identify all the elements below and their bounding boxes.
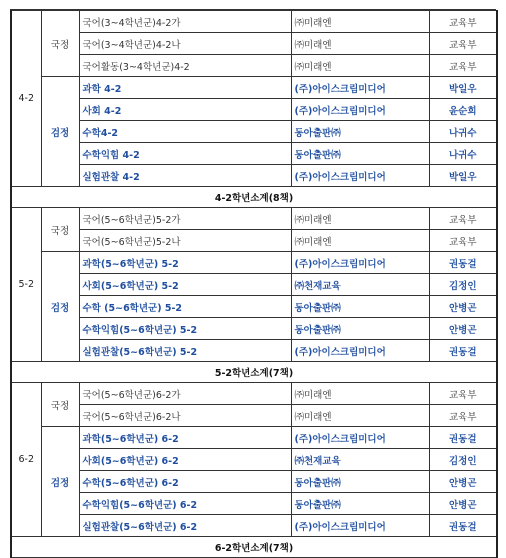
table-row [11, 427, 497, 449]
publisher-cell: 동아출판㈜ [291, 121, 429, 143]
title-cell: 수학익힘(5~6학년군) 6-2 [79, 493, 291, 515]
title-cell: 국어(3~4학년군)4-2나 [79, 33, 291, 55]
publisher-cell: ㈜미래엔 [291, 405, 429, 427]
title-cell: 사회 4-2 [79, 99, 291, 121]
table-row [11, 11, 497, 33]
table-row [11, 230, 497, 252]
publisher-cell: (주)아이스크림미디어 [291, 165, 429, 187]
book-type-cell: 국정 [41, 11, 79, 77]
subtotal-row [11, 187, 497, 208]
title-cell: 사회(5~6학년군) 5-2 [79, 274, 291, 296]
subtotal-label: 4-2학년소계(8책) [11, 187, 497, 208]
table-row [11, 55, 497, 77]
title-cell: 실험관찰(5~6학년군) 5-2 [79, 340, 291, 362]
publisher-cell: 동아출판㈜ [291, 296, 429, 318]
publisher-cell: 동아출판㈜ [291, 471, 429, 493]
title-cell: 과학 4-2 [79, 77, 291, 99]
table-row [11, 318, 497, 340]
table-row [11, 471, 497, 493]
title-cell: 국어(5~6학년군)6-2나 [79, 405, 291, 427]
book-type-cell: 검정 [41, 252, 79, 362]
book-type-cell: 국정 [41, 383, 79, 427]
author-cell: 안병곤 [429, 296, 497, 318]
textbook-table [10, 10, 498, 558]
author-cell: 교육부 [429, 230, 497, 252]
publisher-cell: ㈜미래엔 [291, 33, 429, 55]
book-type-cell: 검정 [41, 427, 79, 537]
author-cell: 권동걸 [429, 515, 497, 537]
table-row [11, 340, 497, 362]
author-cell: 안병곤 [429, 471, 497, 493]
title-cell: 국어활동(3~4학년군)4-2 [79, 55, 291, 77]
title-cell: 수학익힘 4-2 [79, 143, 291, 165]
author-cell: 권동걸 [429, 427, 497, 449]
book-type-cell: 국정 [41, 208, 79, 252]
author-cell: 권동걸 [429, 252, 497, 274]
title-cell: 수학익힘(5~6학년군) 5-2 [79, 318, 291, 340]
author-cell: 안병곤 [429, 493, 497, 515]
table-row [11, 252, 497, 274]
author-cell: 김정인 [429, 274, 497, 296]
table-row [11, 296, 497, 318]
table-row [11, 165, 497, 187]
table-row [11, 143, 497, 165]
publisher-cell: ㈜천재교육 [291, 449, 429, 471]
author-cell: 교육부 [429, 208, 497, 230]
title-cell: 실험관찰 4-2 [79, 165, 291, 187]
table-row [11, 383, 497, 405]
publisher-cell: (주)아이스크림미디어 [291, 99, 429, 121]
table-row [11, 77, 497, 99]
publisher-cell: ㈜미래엔 [291, 383, 429, 405]
publisher-cell: (주)아이스크림미디어 [291, 252, 429, 274]
table-row [11, 121, 497, 143]
publisher-cell: (주)아이스크림미디어 [291, 427, 429, 449]
title-cell: 수학4-2 [79, 121, 291, 143]
grade-cell: 6-2 [11, 383, 41, 537]
author-cell: 나귀수 [429, 143, 497, 165]
author-cell: 교육부 [429, 405, 497, 427]
author-cell: 김정인 [429, 449, 497, 471]
table-row [11, 405, 497, 427]
table-body [11, 11, 497, 558]
publisher-cell: (주)아이스크림미디어 [291, 515, 429, 537]
title-cell: 국어(5~6학년군)5-2나 [79, 230, 291, 252]
title-cell: 사회(5~6학년군) 6-2 [79, 449, 291, 471]
author-cell: 윤순희 [429, 99, 497, 121]
author-cell: 나귀수 [429, 121, 497, 143]
author-cell: 박일우 [429, 165, 497, 187]
title-cell: 수학 (5~6학년군) 5-2 [79, 296, 291, 318]
table-row [11, 208, 497, 230]
title-cell: 국어(5~6학년군)5-2가 [79, 208, 291, 230]
subtotal-row [11, 362, 497, 383]
title-cell: 과학(5~6학년군) 6-2 [79, 427, 291, 449]
subtotal-label: 6-2학년소계(7책) [11, 537, 497, 558]
grade-cell: 5-2 [11, 208, 41, 362]
author-cell: 박일우 [429, 77, 497, 99]
publisher-cell: 동아출판㈜ [291, 143, 429, 165]
table-row [11, 449, 497, 471]
table-row [11, 99, 497, 121]
author-cell: 교육부 [429, 11, 497, 33]
publisher-cell: ㈜미래엔 [291, 230, 429, 252]
author-cell: 안병곤 [429, 318, 497, 340]
publisher-cell: ㈜미래엔 [291, 55, 429, 77]
subtotal-label: 5-2학년소계(7책) [11, 362, 497, 383]
title-cell: 국어(5~6학년군)6-2가 [79, 383, 291, 405]
title-cell: 실험관찰(5~6학년군) 6-2 [79, 515, 291, 537]
publisher-cell: (주)아이스크림미디어 [291, 340, 429, 362]
author-cell: 교육부 [429, 383, 497, 405]
author-cell: 교육부 [429, 55, 497, 77]
table-row [11, 33, 497, 55]
table-row [11, 493, 497, 515]
table-row [11, 274, 497, 296]
title-cell: 국어(3~4학년군)4-2가 [79, 11, 291, 33]
publisher-cell: ㈜미래엔 [291, 208, 429, 230]
publisher-cell: 동아출판㈜ [291, 318, 429, 340]
book-type-cell: 검정 [41, 77, 79, 187]
publisher-cell: (주)아이스크림미디어 [291, 77, 429, 99]
author-cell: 권동걸 [429, 340, 497, 362]
subtotal-row [11, 537, 497, 558]
author-cell: 교육부 [429, 33, 497, 55]
title-cell: 수학(5~6학년군) 6-2 [79, 471, 291, 493]
publisher-cell: ㈜천재교육 [291, 274, 429, 296]
title-cell: 과학(5~6학년군) 5-2 [79, 252, 291, 274]
grade-cell: 4-2 [11, 11, 41, 187]
publisher-cell: ㈜미래엔 [291, 11, 429, 33]
publisher-cell: 동아출판㈜ [291, 493, 429, 515]
